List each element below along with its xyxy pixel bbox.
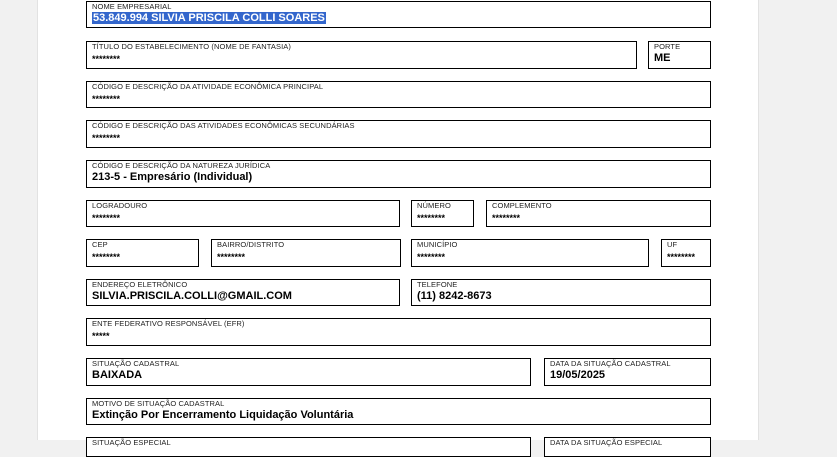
value-email[interactable]: SILVIA.PRISCILA.COLLI@GMAIL.COM	[92, 290, 292, 302]
label-uf: UF	[667, 240, 678, 249]
value-motivo-situacao[interactable]: Extinção Por Encerramento Liquidação Voluntária	[92, 409, 354, 421]
value-complemento[interactable]: ********	[492, 213, 521, 223]
field-natureza-juridica	[86, 160, 711, 188]
label-situacao-especial: SITUAÇÃO ESPECIAL	[92, 438, 171, 447]
label-atividades-secundarias: CÓDIGO E DESCRIÇÃO DAS ATIVIDADES ECONÔMICAS SECUNDÁRIAS	[92, 121, 355, 130]
field-cep	[86, 239, 199, 267]
field-data-situacao-especial	[544, 437, 711, 457]
value-efr[interactable]: *****	[92, 331, 110, 341]
document-page	[37, 0, 759, 447]
label-atividade-principal: CÓDIGO E DESCRIÇÃO DA ATIVIDADE ECONÔMICA PRINCIPAL	[92, 82, 324, 91]
value-bairro[interactable]: ********	[217, 252, 246, 262]
value-telefone[interactable]: (11) 8242-8673	[417, 290, 492, 302]
value-atividades-secundarias[interactable]: ********	[92, 133, 121, 143]
field-porte	[648, 41, 711, 69]
label-data-situacao-cadastral: DATA DA SITUAÇÃO CADASTRAL	[550, 359, 671, 368]
value-municipio[interactable]: ********	[417, 252, 446, 262]
value-porte[interactable]: ME	[654, 52, 671, 64]
label-motivo-situacao: MOTIVO DE SITUAÇÃO CADASTRAL	[92, 399, 225, 408]
field-efr	[86, 318, 711, 346]
label-numero: NÚMERO	[417, 201, 451, 210]
field-uf	[661, 239, 711, 267]
value-titulo-estabelecimento[interactable]: ********	[92, 54, 121, 64]
label-data-situacao-especial: DATA DA SITUAÇÃO ESPECIAL	[550, 438, 663, 447]
value-situacao-cadastral[interactable]: BAIXADA	[92, 369, 143, 381]
label-nome-empresarial: NOME EMPRESARIAL	[92, 2, 172, 11]
value-uf[interactable]: ********	[667, 252, 696, 262]
value-nome-empresarial[interactable]	[92, 12, 326, 24]
field-motivo-situacao	[86, 398, 711, 425]
value-numero[interactable]: ********	[417, 213, 446, 223]
value-cep[interactable]: ********	[92, 252, 121, 262]
selected-text[interactable]: 53.849.994 SILVIA PRISCILA COLLI SOARES	[93, 12, 325, 24]
field-numero	[411, 200, 474, 227]
field-titulo-estabelecimento	[86, 41, 637, 69]
label-titulo-estabelecimento: TÍTULO DO ESTABELECIMENTO (NOME DE FANTASIA)	[92, 42, 292, 51]
label-complemento: COMPLEMENTO	[492, 201, 552, 210]
field-atividades-secundarias	[86, 120, 711, 148]
label-municipio: MUNICÍPIO	[417, 240, 458, 249]
field-logradouro	[86, 200, 400, 227]
field-data-situacao-cadastral	[544, 358, 711, 386]
label-porte: PORTE	[654, 42, 681, 51]
field-municipio	[411, 239, 649, 267]
label-cep: CEP	[92, 240, 108, 249]
field-situacao-cadastral	[86, 358, 531, 386]
field-email	[86, 279, 400, 306]
label-email: ENDEREÇO ELETRÔNICO	[92, 280, 188, 289]
label-natureza-juridica: CÓDIGO E DESCRIÇÃO DA NATUREZA JURÍDICA	[92, 161, 271, 170]
label-telefone: TELEFONE	[417, 280, 458, 289]
field-bairro	[211, 239, 401, 267]
label-bairro: BAIRRO/DISTRITO	[217, 240, 285, 249]
field-telefone	[411, 279, 711, 306]
value-data-situacao-cadastral[interactable]: 19/05/2025	[550, 369, 606, 381]
value-logradouro[interactable]: ********	[92, 213, 121, 223]
field-situacao-especial	[86, 437, 531, 457]
field-nome-empresarial	[86, 1, 711, 28]
field-complemento	[486, 200, 711, 227]
label-situacao-cadastral: SITUAÇÃO CADASTRAL	[92, 359, 180, 368]
value-natureza-juridica[interactable]: 213-5 - Empresário (Individual)	[92, 171, 253, 183]
field-atividade-principal	[86, 81, 711, 108]
label-logradouro: LOGRADOURO	[92, 201, 148, 210]
value-atividade-principal[interactable]: ********	[92, 94, 121, 104]
label-efr: ENTE FEDERATIVO RESPONSÁVEL (EFR)	[92, 319, 245, 328]
